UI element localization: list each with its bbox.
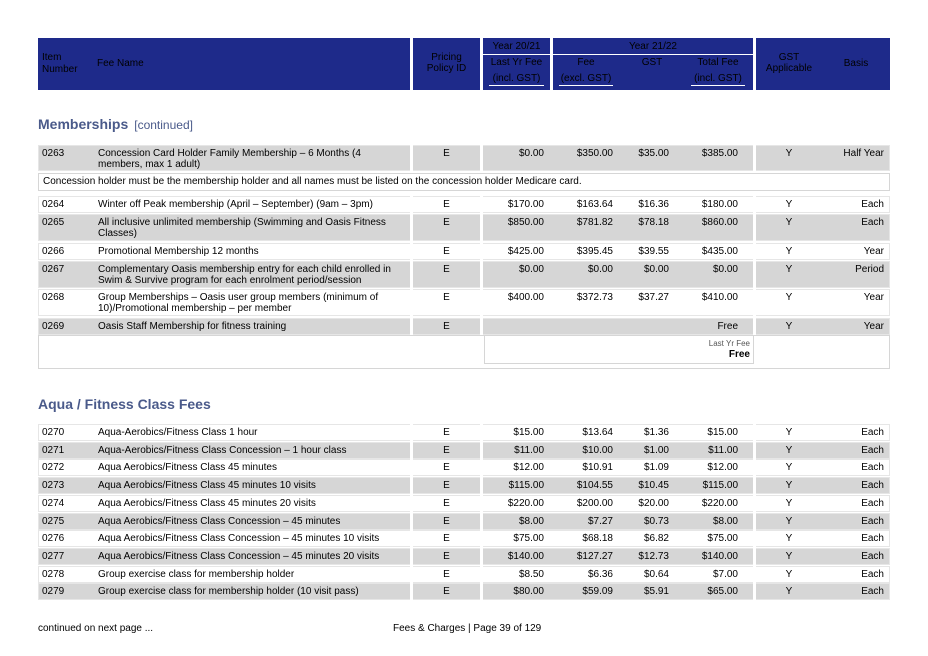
header-gst-applicable: GST [778,52,800,63]
cell-total-fee: $140.00 [701,550,738,562]
table-row [38,477,890,494]
cell-fee: $10.00 [582,444,613,456]
cell-basis: Each [861,462,884,474]
cell-fee-name: All inclusive unlimited membership (Swimming and Oasis Fitness Classes) [98,217,386,239]
cell-fee: $163.64 [576,199,613,210]
cell-total-fee: $860.00 [701,217,738,228]
cell-total-fee: $65.00 [707,586,738,598]
cell-basis: Each [861,550,884,562]
cell-total-fee: $0.00 [712,264,738,275]
cell-fee-name: Aqua-Aerobics/Fitness Class Concession – 1 hour class [98,444,347,456]
table-row [38,495,890,512]
cell-basis: Year [863,321,884,332]
cell-pricing-policy: E [443,427,450,438]
table-header [38,38,890,90]
table-row [38,214,890,241]
table-row [38,583,890,600]
cell-pricing-policy: E [443,292,450,303]
cell-last-yr-fee: $400.00 [507,292,544,303]
cell-fee: $59.09 [582,586,613,598]
header-total-fee: Total Fee [697,57,739,68]
table-row [38,289,890,316]
table-row [38,548,890,565]
header-year-prev: Year 20/21 [492,41,541,52]
cell-total-fee: $8.00 [712,515,738,527]
cell-total-fee: $435.00 [701,246,738,257]
cell-fee-name: Aqua Aerobics/Fitness Class Concession – 45 minutes [98,515,341,527]
cell-gst: $6.82 [643,533,669,545]
cell-total-fee: $410.00 [701,292,738,303]
free-last-yr-label: Last Yr Fee [708,339,750,348]
cell-last-yr-fee: $425.00 [507,246,544,257]
cell-pricing-policy: E [443,148,450,159]
cell-basis: Each [861,568,884,580]
cell-fee-name: Concession Card Holder Family Membership – 6 Months (4 members, max 1 adult) [98,148,361,170]
section-title-aqua: Aqua / Fitness Class Fees [38,396,211,412]
cell-gst: $39.55 [638,246,669,257]
cell-pricing-policy: E [443,321,450,332]
cell-gst: $0.64 [643,568,669,580]
cell-fee: $13.64 [582,427,613,438]
cell-gst-applicable: Y [785,199,793,210]
footer-continued: continued on next page ... [38,623,154,634]
cell-fee: $350.00 [576,148,613,159]
cell-fee: $6.36 [587,568,613,580]
cell-basis: Each [861,497,884,509]
cell-gst-applicable: Y [785,292,793,303]
cell-gst-applicable: Y [785,533,793,545]
table-row [38,145,890,171]
table-row [38,318,890,335]
header-gst: GST [641,57,663,68]
cell-pricing-policy: E [443,462,450,474]
cell-item-number: 0274 [42,497,65,509]
cell-basis: Each [861,217,884,228]
table-row [38,243,890,260]
cell-pricing-policy: E [443,480,450,492]
cell-basis: Year [863,246,884,257]
cell-item-number: 0263 [42,148,65,159]
cell-last-yr-fee: $850.00 [507,217,544,228]
cell-last-yr-fee: $75.00 [513,533,544,545]
header-fee-name: Fee Name [97,58,144,69]
cell-gst-applicable: Y [785,497,793,509]
cell-item-number: 0278 [42,568,65,580]
cell-gst-applicable: Y [785,427,793,438]
cell-fee-name: Promotional Membership 12 months [98,246,259,257]
cell-gst-applicable: Y [785,264,793,275]
cell-basis: Year [863,292,884,303]
cell-total-fee: $180.00 [701,199,738,210]
cell-fee: $104.55 [576,480,613,492]
header-pricing-policy: Pricing [431,52,462,63]
cell-pricing-policy: E [443,444,450,456]
cell-total-fee: $75.00 [707,533,738,545]
cell-item-number: 0279 [42,586,65,598]
cell-gst: $0.00 [643,264,669,275]
cell-basis: Each [861,427,884,438]
cell-gst-applicable: Y [785,148,793,159]
cell-gst: $20.00 [638,497,669,509]
cell-last-yr-fee: $12.00 [513,462,544,474]
cell-pricing-policy: E [443,515,450,527]
cell-item-number: 0265 [42,217,65,228]
cell-gst: $0.73 [643,515,669,527]
section-continued: [continued] [134,118,193,132]
cell-fee: $200.00 [576,497,613,509]
cell-gst-applicable: Y [785,462,793,474]
cell-last-yr-fee: $11.00 [514,444,544,456]
cell-gst-applicable: Y [785,217,793,228]
cell-fee-name: Group exercise class for membership holder (10 visit pass) [98,586,359,598]
cell-item-number: 0276 [42,533,65,545]
cell-last-yr-fee: $170.00 [507,199,544,210]
cell-last-yr-fee: $8.00 [518,515,544,527]
cell-gst-applicable: Y [785,246,793,257]
cell-last-yr-fee: $0.00 [518,148,544,159]
cell-fee: $7.27 [587,515,613,527]
cell-gst-applicable: Y [785,321,793,332]
cell-fee: $781.82 [576,217,613,228]
cell-last-yr-fee: $115.00 [508,480,544,492]
cell-fee-name: Aqua Aerobics/Fitness Class 45 minutes [98,462,277,474]
cell-gst: $10.45 [638,480,669,492]
cell-fee-name: Aqua Aerobics/Fitness Class 45 minutes 20 visits [98,497,316,509]
cell-item-number: 0277 [42,550,65,562]
cell-pricing-policy: E [443,533,450,545]
cell-gst: $1.36 [643,427,669,438]
header-gst-applicable-2: Applicable [765,63,813,74]
table-row [38,424,890,441]
cell-gst-applicable: Y [785,568,793,580]
header-item-number-2: Number [42,64,78,75]
cell-item-number: 0272 [42,462,65,474]
cell-last-yr-fee: $220.00 [507,497,544,509]
cell-item-number: 0268 [42,292,65,303]
cell-gst-applicable: Y [785,550,793,562]
free-last-yr-value: Free [728,349,750,360]
cell-total-fee: $7.00 [712,568,738,580]
cell-fee-name: Complementary Oasis membership entry for each child enrolled in Swim & Survive program for each enrolment period/session [98,264,391,286]
cell-total-fee: $220.00 [701,497,738,509]
cell-pricing-policy: E [443,550,450,562]
cell-basis: Each [861,480,884,492]
table-row [38,459,890,476]
cell-basis: Each [861,533,884,545]
table-row [38,442,890,459]
cell-pricing-policy: E [443,199,450,210]
cell-gst: $37.27 [638,292,669,303]
header-item-number: Item [42,52,62,63]
cell-basis: Each [861,586,884,598]
cell-fee-name: Aqua Aerobics/Fitness Class Concession – 45 minutes 10 visits [98,533,380,545]
cell-fee: $127.27 [576,550,613,562]
cell-last-yr-fee: $0.00 [518,264,544,275]
cell-pricing-policy: E [443,264,450,275]
cell-item-number: 0273 [42,480,65,492]
cell-basis: Each [861,444,884,456]
header-last-yr-fee: Last Yr Fee [490,57,543,68]
cell-basis: Each [861,515,884,527]
cell-gst-applicable: Y [785,586,793,598]
cell-item-number: 0264 [42,199,65,210]
cell-gst: $12.73 [638,550,669,562]
cell-gst-applicable: Y [785,480,793,492]
cell-fee-name: Aqua Aerobics/Fitness Class 45 minutes 10 visits [98,480,316,492]
cell-gst: $1.00 [643,444,669,456]
cell-fee-name: Oasis Staff Membership for fitness training [98,321,287,332]
cell-pricing-policy: E [443,568,450,580]
cell-gst: $1.09 [643,462,669,474]
cell-fee-name: Winter off Peak membership (April – September) (9am – 3pm) [98,199,373,210]
cell-fee-name: Group exercise class for membership holder [98,568,295,580]
cell-total-fee: $385.00 [701,148,738,159]
cell-gst: $5.91 [643,586,669,598]
header-incl-gst-prev: (incl. GST) [492,73,541,84]
cell-gst-applicable: Y [785,515,793,527]
cell-total-fee: $11.00 [708,444,738,456]
header-fee: Fee [577,57,595,68]
cell-gst: $35.00 [638,148,669,159]
cell-item-number: 0267 [42,264,65,275]
cell-pricing-policy: E [443,217,450,228]
cell-fee: $395.45 [576,246,613,257]
table-row [38,566,890,583]
cell-gst: $78.18 [638,217,669,228]
cell-item-number: 0266 [42,246,65,257]
cell-gst: $16.36 [638,199,669,210]
cell-fee-name: Aqua Aerobics/Fitness Class Concession – 45 minutes 20 visits [98,550,380,562]
header-basis: Basis [843,58,869,69]
cell-fee: $0.00 [587,264,613,275]
cell-item-number: 0270 [42,427,65,438]
footer-page-number: Fees & Charges | Page 39 of 129 [393,623,542,634]
cell-last-yr-fee: $8.50 [518,568,544,580]
header-incl-gst-curr: (incl. GST) [694,73,742,84]
cell-basis: Half Year [843,148,884,159]
header-year-curr: Year 21/22 [628,41,677,52]
cell-fee-name: Group Memberships – Oasis user group members (minimum of 10)/Promotional membership – per member [98,292,379,314]
cell-pricing-policy: E [443,497,450,509]
header-excl-gst: (excl. GST) [560,73,612,84]
cell-item-number: 0271 [42,444,65,456]
cell-pricing-policy: E [443,246,450,257]
free-note-box [38,335,890,369]
section-title-memberships: Memberships [continued] [38,116,193,132]
cell-last-yr-fee: $140.00 [507,550,544,562]
cell-item-number: 0269 [42,321,65,332]
cell-fee: $372.73 [576,292,613,303]
cell-fee: $10.91 [582,462,613,474]
table-row [38,196,890,213]
cell-basis: Each [861,199,884,210]
table-row [38,530,890,547]
cell-fee-name: Aqua-Aerobics/Fitness Class 1 hour [98,427,258,438]
header-pricing-policy-2: Policy ID [426,63,467,74]
table-row [38,513,890,530]
cell-fee: $68.18 [582,533,613,545]
cell-total-fee: $15.00 [707,427,738,438]
cell-last-yr-fee: $80.00 [513,586,544,598]
table-row [38,261,890,288]
cell-last-yr-fee: $15.00 [513,427,544,438]
cell-total-fee: $12.00 [707,462,738,474]
cell-gst-applicable: Y [785,444,793,456]
cell-pricing-policy: E [443,586,450,598]
cell-item-number: 0275 [42,515,65,527]
cell-total-fee: Free [717,321,738,332]
cell-basis: Period [855,264,884,275]
cell-total-fee: $115.00 [702,480,738,492]
membership-note: Concession holder must be the membership holder and all names must be listed on the concession holder Medicare card. [38,173,890,191]
